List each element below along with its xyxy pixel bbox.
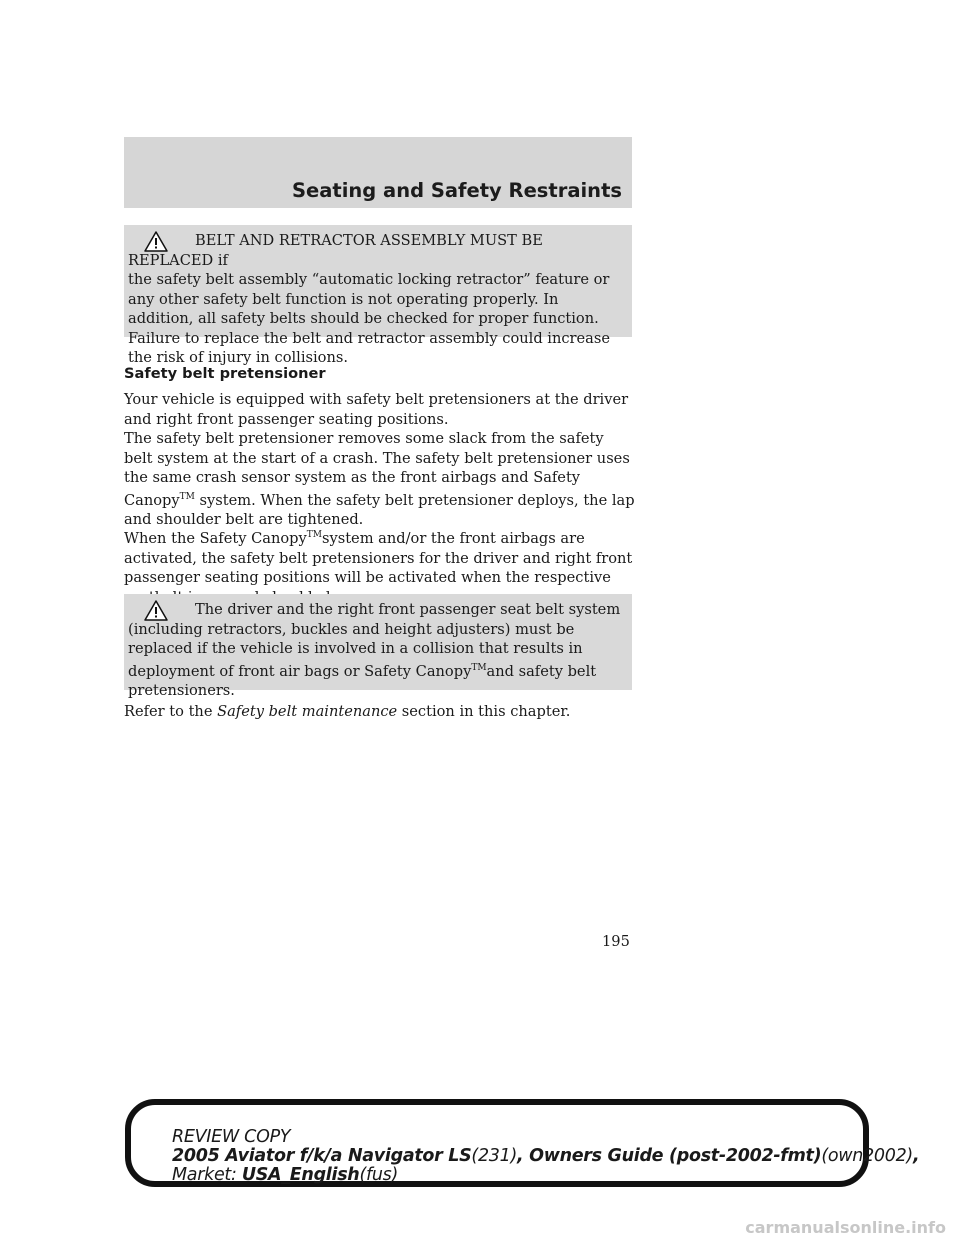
footer-guide-code: (own2002) (821, 1146, 913, 1166)
footer-market: USA_English (241, 1165, 360, 1185)
warning-box-replace-belts (124, 594, 632, 699)
warning-triangle-icon (144, 600, 168, 621)
warning-triangle-icon (144, 231, 168, 252)
paragraph-text-b: system and/or the front airbags are activated, the safety belt pretensioners for the driver and right front passenger seating positions will be activated when the respective (124, 530, 633, 586)
footer-comma: , (912, 1146, 920, 1166)
paragraph-text-a: When the Safety Canopy (124, 530, 307, 547)
footer-market-label: Market: (172, 1165, 242, 1185)
footer-market-line (172, 1166, 853, 1185)
footer-separator: , (516, 1146, 530, 1166)
page-number: 195 (602, 933, 630, 950)
paragraph-text-a: The safety belt pretensioner removes some slack from the safety belt system at the start of a crash. The safety belt pretensioner uses the same crash sensor system as the front airbags and Safety Canopy (124, 430, 630, 509)
paragraph-equipped-text: Your vehicle is equipped with safety belt pretensioners at the driver and right front passenger seating positions. (124, 391, 629, 428)
trademark-mark: TM (179, 491, 195, 502)
warning-text-body-b: and safety belt pretensioners. (128, 662, 597, 699)
refer-section-link: Safety belt maintenance (217, 703, 398, 720)
warning-box-belt-retractor (124, 225, 632, 366)
review-copy-label: REVIEW COPY (172, 1127, 291, 1147)
paragraph-text-b: system. When the safety belt pretensioner deploys, the lap and shoulder belt are tightened. (124, 491, 635, 528)
warning-text-line1: The driver and the right front passenger seat belt system (195, 601, 621, 618)
trademark-mark: TM (306, 530, 322, 540)
footer-model-code: (231) (471, 1146, 517, 1166)
chapter-header-band (124, 137, 632, 208)
paragraph-refer (124, 702, 636, 722)
warning-text-body: the safety belt assembly “automatic locking retractor” feature or any other safety belt function is not operating properly. In addition, all safety belts should be checked for proper function. Failure to replace the belt and retractor assembly could increase the risk of injury in collisions. (128, 271, 610, 366)
paragraph-pretensioner-function (124, 429, 636, 530)
trademark-mark: TM (471, 662, 487, 673)
section-heading: Safety belt pretensioner (124, 365, 326, 382)
footer-model: 2005 Aviator f/k/a Navigator LS (172, 1146, 472, 1166)
refer-prefix: Refer to the (124, 703, 218, 720)
refer-suffix: section in this chapter. (397, 703, 571, 720)
footer-model-line (172, 1146, 920, 1166)
footer-market-code: (fus) (359, 1165, 398, 1185)
warning-text-line1: BELT AND RETRACTOR ASSEMBLY MUST BE REPLACED if (128, 232, 543, 269)
review-copy-footer (125, 1099, 920, 1187)
chapter-title: Seating and Safety Restraints (291, 179, 622, 202)
site-watermark: carmanualsonline.info (745, 1218, 946, 1237)
warning-text-body-a: (including retractors, buckles and height adjusters) must be replaced if the vehicle is involved in a collision that results in deployment of front air bags or Safety Canopy (128, 620, 583, 680)
paragraph-equipped (124, 390, 636, 429)
footer-guide: Owners Guide (post-2002-fmt) (529, 1146, 822, 1166)
